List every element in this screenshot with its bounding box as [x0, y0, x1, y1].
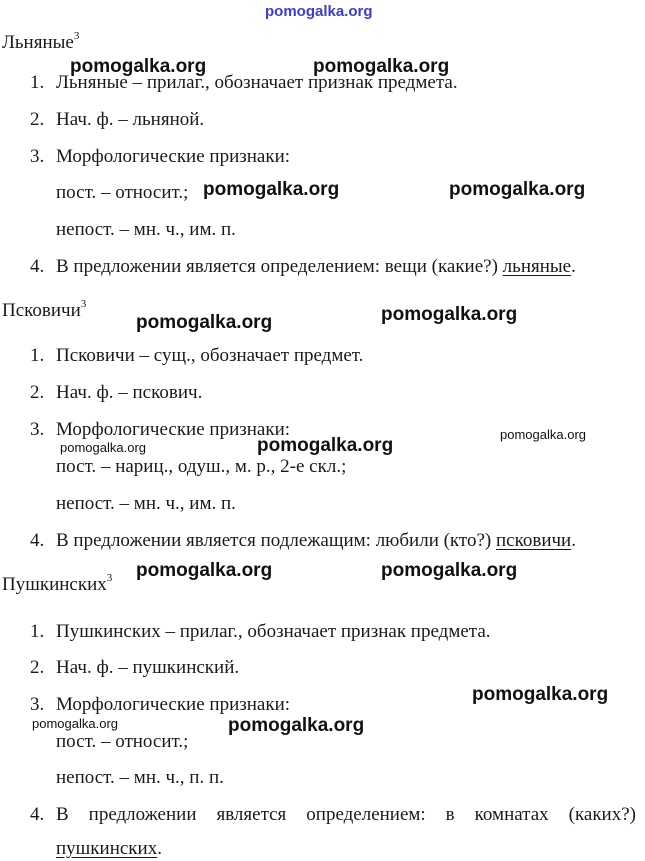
item-subtext: пост. – нариц., одуш., м. р., 2-е скл.; — [56, 456, 347, 477]
item-subtext: пост. – относит.; — [56, 182, 189, 203]
period: . — [571, 530, 576, 551]
watermark-text: pomogalka.org — [136, 560, 273, 581]
period: . — [571, 256, 576, 277]
item-number: 2. — [30, 382, 45, 403]
period: . — [157, 838, 162, 859]
item-text: Льняные – прилаг., обозначает признак предмета. — [56, 72, 458, 93]
item-number: 3. — [30, 146, 45, 167]
item-text: В предложении является определением: в комнатах (каких?) — [56, 804, 636, 825]
item-number: 2. — [30, 109, 45, 130]
section-heading-pskovichi — [2, 298, 86, 322]
item-number: 4. — [30, 804, 45, 825]
watermark-text: pomogalka.org — [228, 715, 365, 736]
underlined-word: льняные — [502, 256, 572, 277]
item-subtext: непост. – мн. ч., им. п. — [56, 493, 236, 514]
item-text: Пушкинских – прилаг., обозначает признак предмета. — [56, 621, 491, 642]
section-heading-pushkinskikh — [2, 572, 112, 596]
item-text: Морфологические признаки: — [56, 146, 291, 167]
item-text-row — [56, 838, 162, 860]
item-text: Псковичи – сущ., обозначает предмет. — [56, 345, 364, 366]
watermark-text: pomogalka.org — [257, 435, 394, 456]
section-title: Пушкинских — [2, 574, 107, 595]
item-number: 4. — [30, 256, 45, 277]
watermark-text: pomogalka.org — [449, 179, 586, 200]
footnote-mark: 3 — [106, 572, 113, 584]
section-title: Льняные — [2, 32, 74, 53]
watermark-text: pomogalka.org — [60, 440, 146, 455]
item-text-row — [56, 256, 576, 278]
item-text: Морфологические признаки: — [56, 694, 291, 715]
item-subtext: пост. – относит.; — [56, 731, 189, 752]
item-text: В предложении является определением: вещи (какие?) — [56, 256, 503, 277]
watermark-text: pomogalka.org — [136, 312, 273, 333]
item-text: В предложении является подлежащим: любили (кто?) — [56, 530, 496, 551]
watermark-text: pomogalka.org — [381, 560, 518, 581]
watermark-text: pomogalka.org — [500, 427, 586, 442]
underlined-word: псковичи — [495, 530, 572, 551]
watermark-text: pomogalka.org — [32, 716, 118, 731]
item-number: 4. — [30, 530, 45, 551]
section-heading-lnyanye — [2, 30, 79, 54]
watermark-text: pomogalka.org — [70, 56, 207, 77]
underlined-word: пушкинских — [56, 838, 158, 859]
footnote-mark: 3 — [80, 298, 87, 310]
section-title: Псковичи — [2, 300, 81, 321]
watermark-text: pomogalka.org — [313, 56, 450, 77]
watermark-text: pomogalka.org — [203, 179, 340, 200]
item-number: 2. — [30, 657, 45, 678]
site-watermark-top: pomogalka.org — [265, 3, 373, 20]
item-number: 1. — [30, 72, 45, 93]
item-number: 1. — [30, 345, 45, 366]
item-text: Морфологические признаки: — [56, 419, 291, 440]
item-number: 3. — [30, 419, 45, 440]
item-text: Нач. ф. – льняной. — [56, 109, 205, 130]
item-number: 3. — [30, 694, 45, 715]
item-number: 1. — [30, 621, 45, 642]
footnote-mark: 3 — [73, 30, 80, 42]
watermark-text: pomogalka.org — [381, 304, 518, 325]
watermark-text: pomogalka.org — [472, 684, 609, 705]
item-subtext: непост. – мн. ч., им. п. — [56, 219, 236, 240]
item-text: Нач. ф. – пскович. — [56, 382, 203, 403]
item-text-row — [56, 530, 576, 552]
item-subtext: непост. – мн. ч., п. п. — [56, 767, 224, 788]
item-text: Нач. ф. – пушкинский. — [56, 657, 240, 678]
